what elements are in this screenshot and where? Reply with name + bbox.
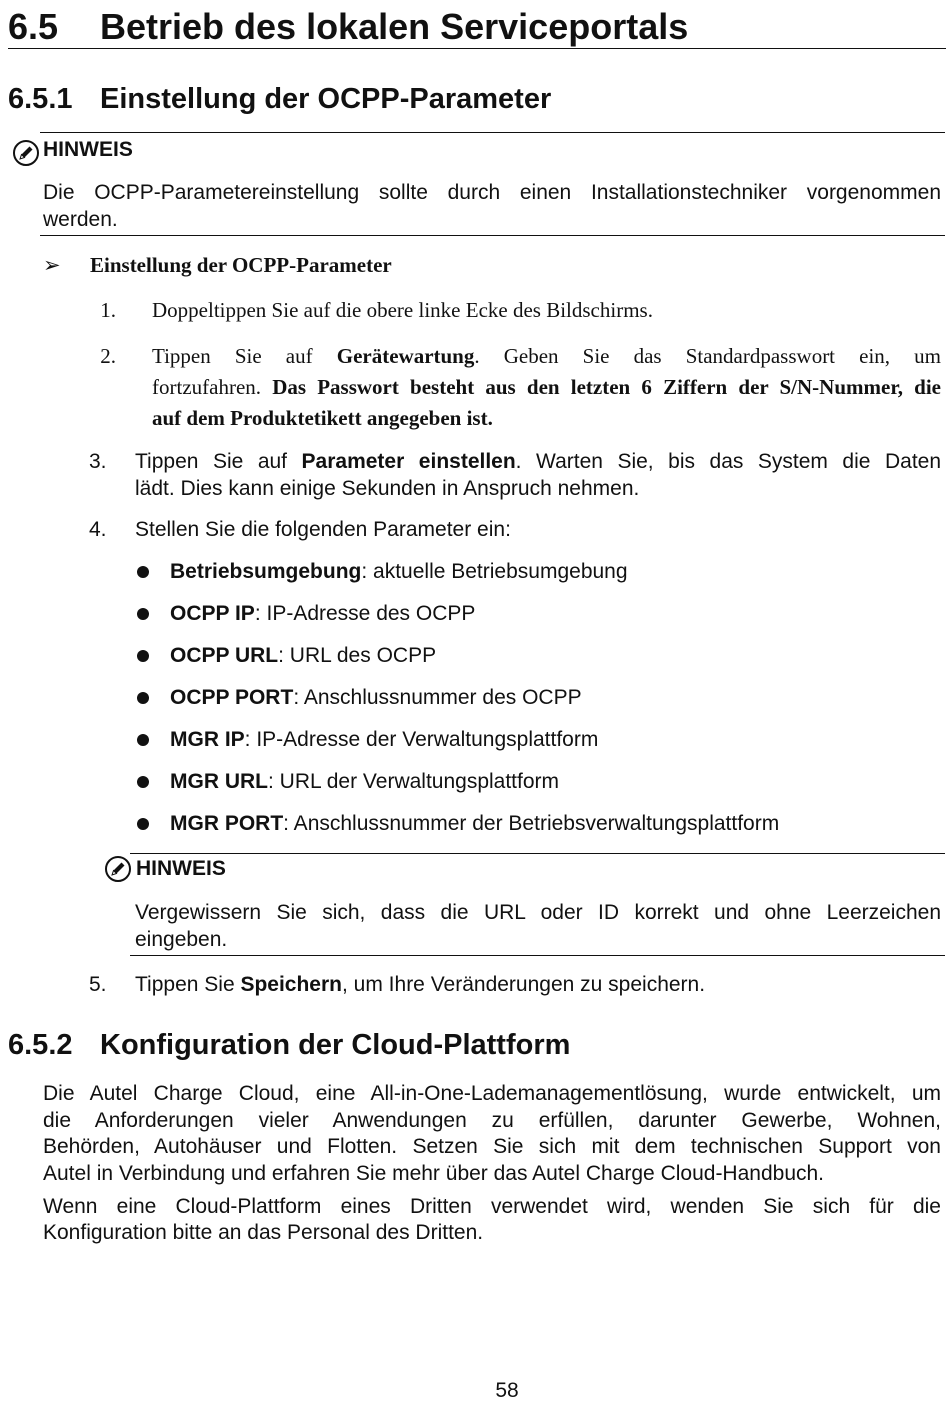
bullet-dot-icon	[137, 776, 149, 788]
param-name: OCPP IP	[170, 602, 255, 625]
step3-pre: Tippen Sie auf	[135, 450, 302, 473]
param-desc: : Anschlussnummer der Betriebsverwaltungsplattform	[283, 812, 780, 835]
note-divider-top-1	[40, 132, 945, 133]
param-desc: : URL des OCPP	[278, 644, 437, 667]
step3-post: . Warten Sie, bis das System die Daten	[515, 450, 942, 473]
paragraph-line: Wenn eine Cloud-Plattform eines Dritten verwendet wird, wenden Sie sich für die	[43, 1195, 941, 1218]
step5-post: , um Ihre Veränderungen zu speichern.	[342, 973, 706, 996]
bullet-dot-icon	[137, 818, 149, 830]
section-number: 6.5	[8, 6, 59, 47]
step-text-3-line1	[135, 448, 941, 475]
step-text-2-line3	[152, 403, 941, 434]
bullet-dot-icon	[137, 734, 149, 746]
step5-pre: Tippen Sie	[135, 973, 241, 996]
step2-line3-bold: auf dem Produktetikett angegeben ist.	[152, 406, 493, 430]
section-title: Betrieb des lokalen Serviceportals	[100, 6, 689, 47]
subsection-title-1: Einstellung der OCPP-Parameter	[100, 83, 552, 115]
param-item	[170, 726, 598, 753]
note-label-1: HINWEIS	[43, 138, 133, 161]
step-text-2-line2	[152, 372, 941, 403]
step-number-1: 1.	[100, 298, 116, 322]
step2-line2-bold: Das Passwort besteht aus den letzten 6 Ziffern der S/N-Nummer, die	[272, 375, 941, 399]
paragraph-line: Konfiguration bitte an das Personal des Dritten.	[43, 1221, 484, 1244]
note-text-1-line1: Die OCPP-Parametereinstellung sollte durch einen Installationstechniker vorgenommen	[43, 181, 941, 204]
step2-bold-term: Gerätewartung	[336, 344, 475, 368]
param-item	[170, 768, 559, 795]
note-text-2-line2: eingeben.	[135, 928, 228, 951]
param-desc: : IP-Adresse des OCPP	[254, 602, 476, 625]
paragraph-line: Die Autel Charge Cloud, eine All-in-One-Lademanagementlösung, wurde entwickelt, um	[43, 1082, 941, 1105]
param-name: OCPP URL	[170, 644, 279, 667]
step2-line2-plain: fortzufahren.	[152, 375, 273, 399]
bullet-dot-icon	[137, 650, 149, 662]
param-name: MGR URL	[170, 770, 268, 793]
step3-bold-term: Parameter einstellen	[301, 450, 516, 473]
param-desc: : URL der Verwaltungsplattform	[268, 770, 560, 793]
step-text-3-line2: lädt. Dies kann einige Sekunden in Anspruch nehmen.	[135, 477, 640, 500]
step-number-3: 3.	[89, 450, 107, 473]
param-item	[170, 642, 436, 669]
step5-bold-term: Speichern	[240, 973, 342, 996]
step2-post: . Geben Sie das Standardpasswort ein, um	[474, 344, 941, 368]
param-name: OCPP PORT	[170, 686, 294, 709]
page-number: 58	[495, 1379, 519, 1402]
param-item	[170, 558, 628, 585]
paragraph-line: Behörden, Autohäuser und Flotten. Setzen Sie sich mit dem technischen Support von	[43, 1135, 941, 1158]
subsection-heading-1	[8, 83, 946, 119]
subsection-heading-2	[8, 1029, 946, 1065]
pencil-circle-icon	[12, 139, 40, 167]
param-item	[170, 684, 582, 711]
step-text-1: Doppeltippen Sie auf die obere linke Ecke des Bildschirms.	[152, 298, 653, 322]
step2-pre: Tippen Sie auf	[152, 344, 337, 368]
step-text-4: Stellen Sie die folgenden Parameter ein:	[135, 518, 511, 541]
paragraph-line: Autel in Verbindung und erfahren Sie mehr über das Autel Charge Cloud-Handbuch.	[43, 1162, 825, 1185]
step-number-2: 2.	[100, 344, 116, 368]
param-name: MGR IP	[170, 728, 245, 751]
note-divider-bottom-2	[130, 955, 945, 956]
bullet-dot-icon	[137, 608, 149, 620]
note-divider-top-2	[130, 853, 945, 854]
paragraph-line: die Anforderungen vieler Anwendungen zu erfüllen, darunter Gewerbe, Wohnen,	[43, 1109, 941, 1132]
param-item	[170, 810, 779, 837]
param-desc: : aktuelle Betriebsumgebung	[361, 560, 628, 583]
param-item	[170, 600, 475, 627]
note-label-2: HINWEIS	[136, 857, 226, 880]
subsection-title-2: Konfiguration der Cloud-Plattform	[100, 1029, 571, 1061]
section-heading	[8, 4, 946, 49]
pencil-circle-icon	[104, 855, 132, 883]
procedure-title: Einstellung der OCPP-Parameter	[90, 253, 392, 277]
bullet-dot-icon	[137, 692, 149, 704]
param-name: Betriebsumgebung	[170, 560, 362, 583]
note-divider-bottom-1	[40, 235, 945, 236]
step-text-2-line1	[152, 341, 941, 372]
subsection-number-2: 6.5.2	[8, 1029, 73, 1061]
param-desc: : IP-Adresse der Verwaltungsplattform	[244, 728, 599, 751]
step-text-5	[135, 971, 941, 998]
procedure-marker: ➢	[43, 253, 61, 277]
note-text-2-line1: Vergewissern Sie sich, dass die URL oder ID korrekt und ohne Leerzeichen	[135, 901, 941, 924]
bullet-dot-icon	[137, 566, 149, 578]
step-number-5: 5.	[89, 973, 107, 996]
note-text-1-line2: werden.	[43, 208, 118, 231]
step-number-4: 4.	[89, 518, 107, 541]
subsection-number-1: 6.5.1	[8, 83, 73, 115]
param-desc: : Anschlussnummer des OCPP	[293, 686, 582, 709]
param-name: MGR PORT	[170, 812, 284, 835]
